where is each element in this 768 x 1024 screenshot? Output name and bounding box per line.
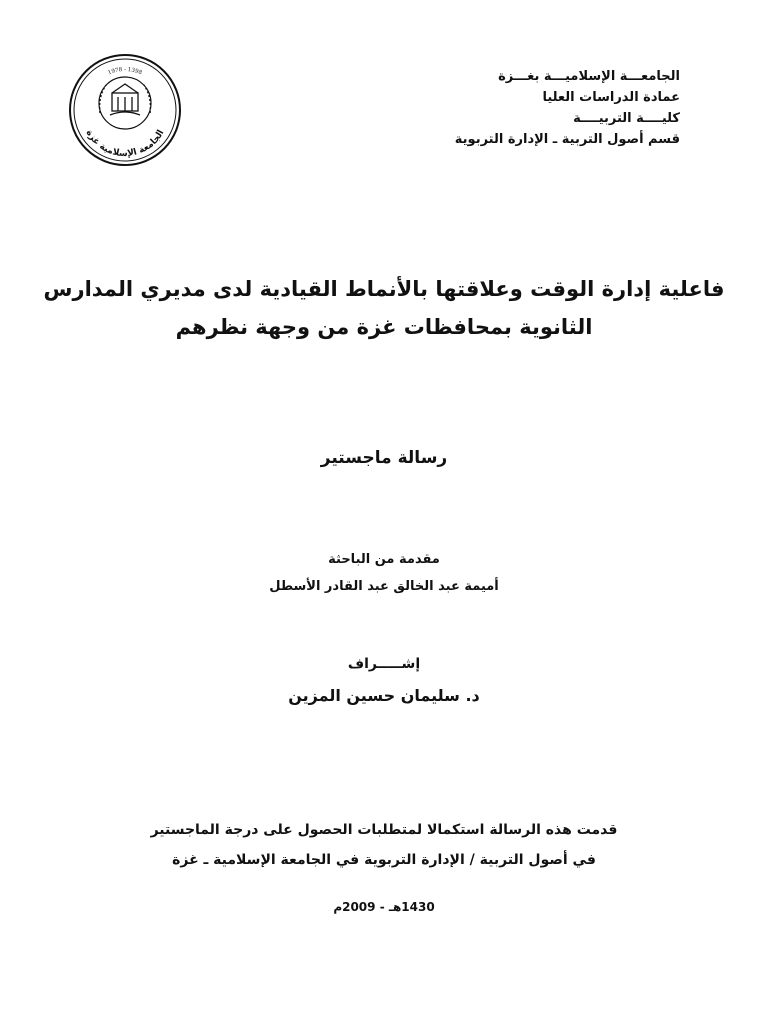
supervision-block — [0, 648, 768, 712]
supervisor-name: د. سليمان حسين المزين — [288, 686, 480, 705]
submission-date: 1430هـ - 2009م — [333, 900, 435, 914]
thesis-title-line-2: الثانوية بمحافظات غزة من وجهة نظرهم — [175, 315, 593, 339]
researcher-name: أميمة عبد الخالق عبد القادر الأسطل — [269, 579, 499, 594]
seal-arabic-text: الجامعة الإسلامية غزة — [83, 128, 167, 160]
university-name: الجامعـــة الإسلاميـــة بغـــزة — [498, 69, 680, 84]
thesis-title-line-1: فاعلية إدارة الوقت وعلاقتها بالأنماط القيادية لدى مديري المدارس — [43, 277, 725, 301]
presented-by-label: مقدمة من الباحثة — [328, 552, 440, 567]
submission-statement — [0, 815, 768, 875]
svg-text:1978 - 1398 — [107, 67, 143, 77]
svg-text:الجامعة الإسلامية غزة — [84, 128, 167, 159]
document-type: رسالة ماجستير — [320, 448, 448, 468]
supervision-label: إشـــــراف — [347, 656, 421, 672]
submission-statement-line-2: في أصول التربية / الإدارة التربوية في الجامعة الإسلامية ـ غزة — [172, 852, 596, 868]
seal-years-text: 1978 - 1398 — [107, 67, 143, 77]
deanship-name: عمادة الدراسات العليا — [542, 90, 680, 105]
submission-statement-line-1: قدمت هذه الرسالة استكمالا لمتطلبات الحصول على درجة الماجستير — [150, 822, 618, 838]
presented-by-block — [0, 546, 768, 600]
institution-header — [420, 66, 680, 150]
university-seal-icon — [68, 53, 182, 167]
thesis-title — [40, 270, 728, 346]
department-name: قسم أصول التربية ـ الإدارة التربوية — [454, 132, 680, 147]
faculty-name: كليــــة التربيــــة — [573, 111, 680, 126]
